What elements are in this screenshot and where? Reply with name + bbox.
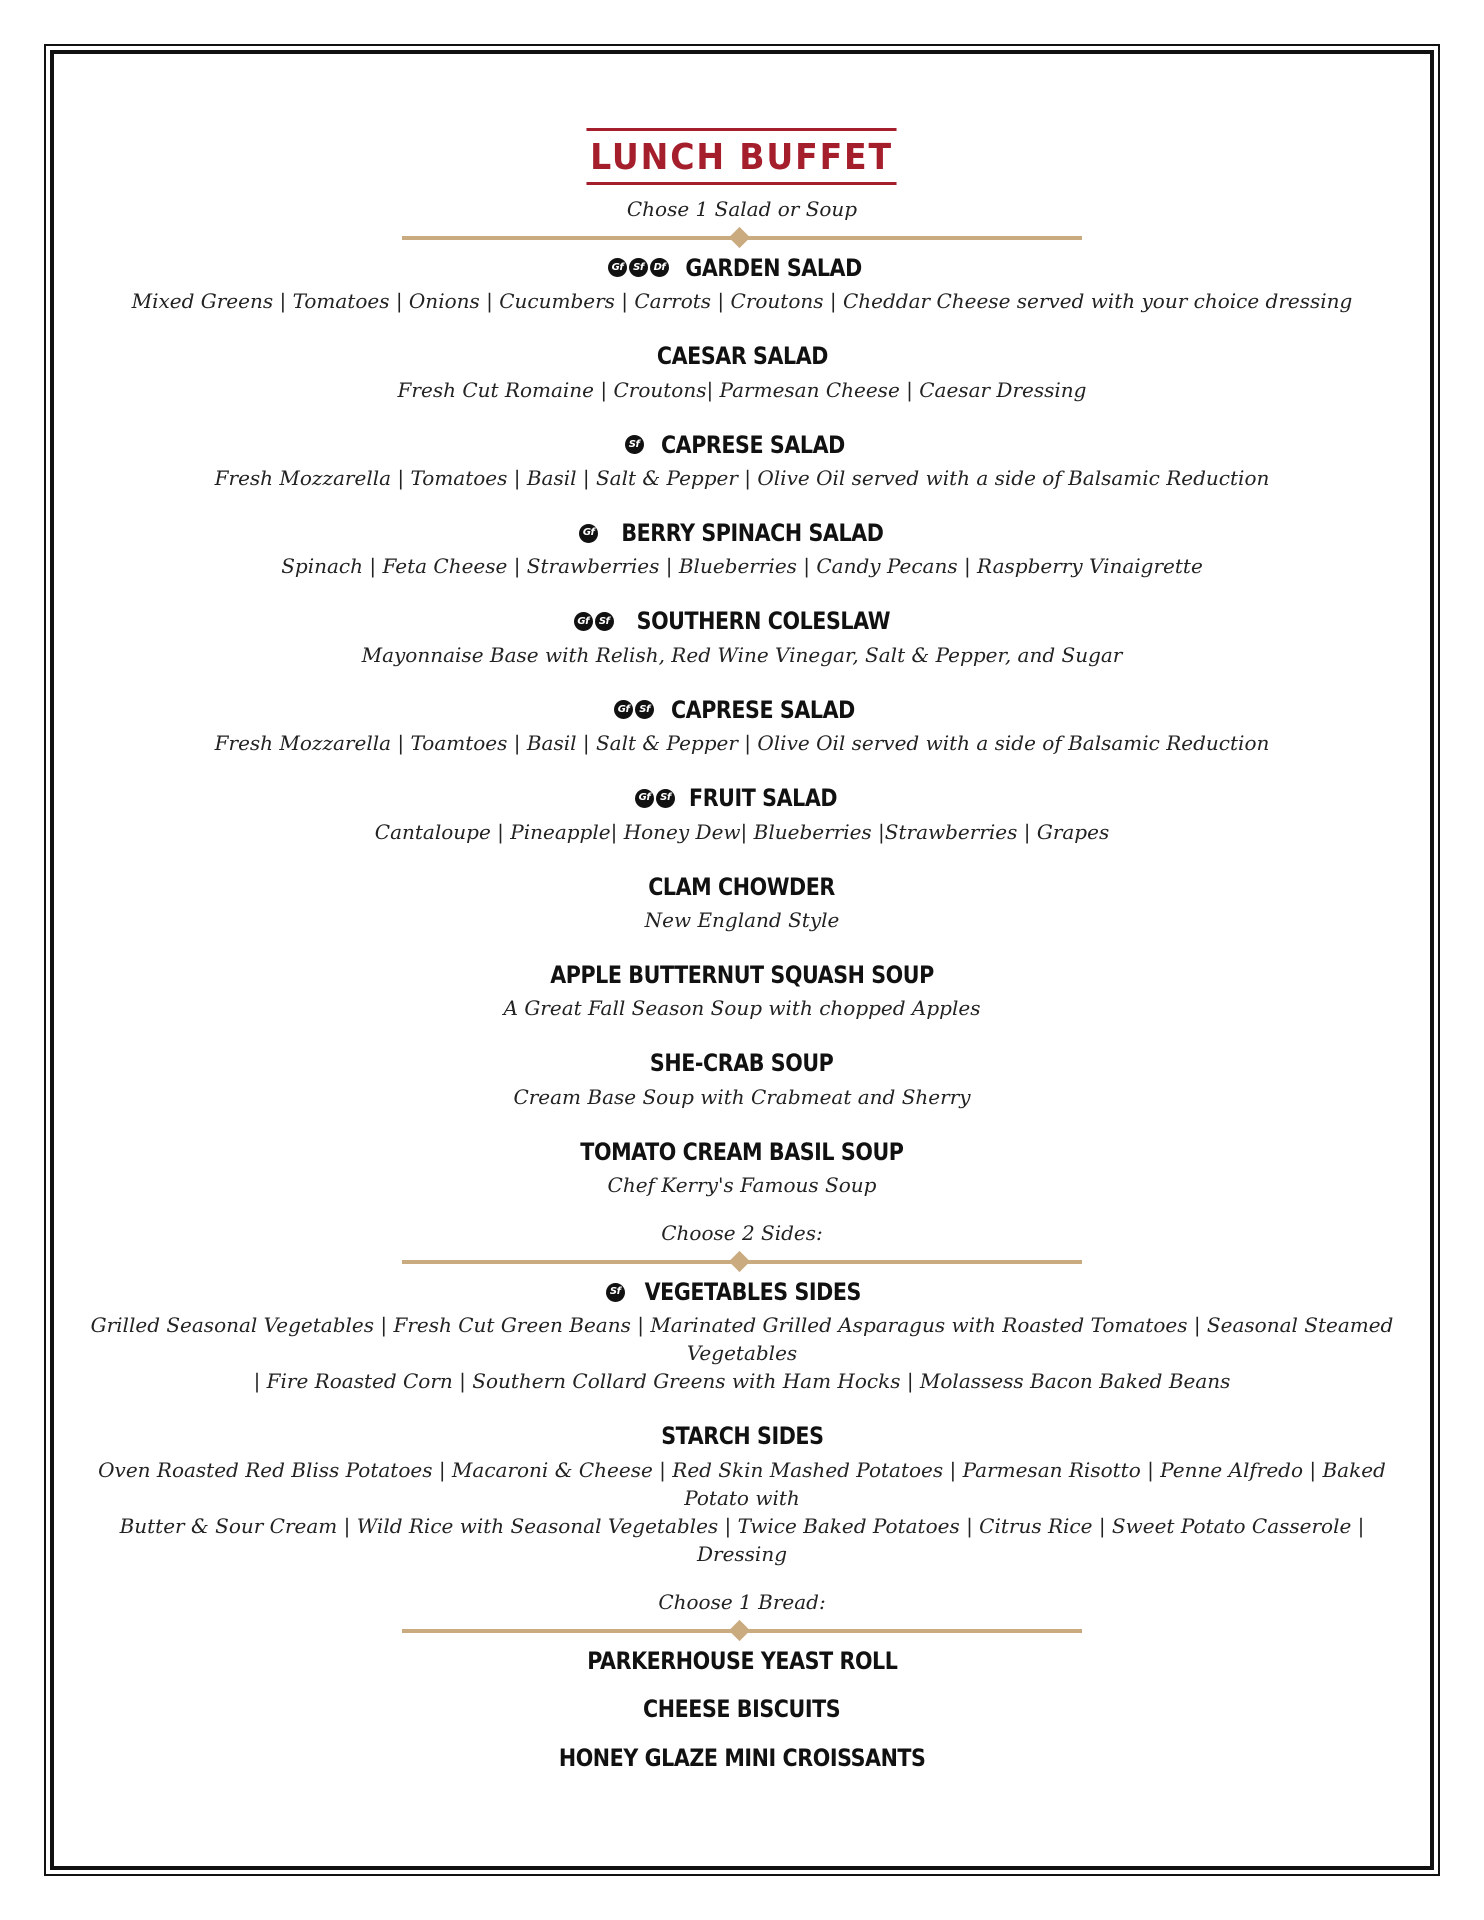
menu-item xyxy=(60,1648,1424,1674)
title-wrap xyxy=(60,128,1424,185)
diet-badges xyxy=(625,435,644,454)
menu-item-description: Mixed Greens | Tomatoes | Onions | Cucumbers | Carrots | Croutons | Cheddar Cheese served with your choice dressing xyxy=(131,289,1353,314)
menu-item-name: CAESAR SALAD xyxy=(656,342,828,371)
menu-item-name: GARDEN SALAD xyxy=(685,253,862,282)
menu-item xyxy=(60,343,1424,403)
menu-item-name: PARKERHOUSE YEAST ROLL xyxy=(586,1646,898,1675)
gluten-free-icon: Gf xyxy=(608,258,627,277)
menu-item-description: Fresh Mozzarella | Tomatoes | Basil | Salt & Pepper | Olive Oil served with a side of Balsamic Reduction xyxy=(214,465,1270,490)
menu-section xyxy=(60,1589,1424,1772)
menu-item-heading xyxy=(60,1423,1424,1449)
menu-item xyxy=(60,432,1424,492)
divider-diamond-icon xyxy=(729,1620,750,1641)
menu-section xyxy=(60,196,1424,1199)
menu-item-heading xyxy=(60,608,1424,634)
gluten-free-icon: Gf xyxy=(614,700,633,719)
menu-item xyxy=(60,1696,1424,1722)
menu-item-heading xyxy=(60,1648,1424,1674)
menu-item-heading xyxy=(60,1696,1424,1722)
menu-item-heading xyxy=(60,697,1424,723)
section-divider xyxy=(402,229,1082,247)
menu-item-heading xyxy=(60,1745,1424,1771)
gluten-free-icon: Gf xyxy=(574,612,593,631)
menu-item-name: STARCH SIDES xyxy=(660,1422,824,1451)
menu-item-description xyxy=(60,1311,1424,1395)
dairy-free-icon: Df xyxy=(650,258,669,277)
diet-badges xyxy=(635,789,675,808)
menu-item-description: Cantaloupe | Pineapple| Honey Dew| Blueberries |Strawberries | Grapes xyxy=(374,819,1110,844)
menu-item xyxy=(60,608,1424,668)
menu-item-heading xyxy=(60,1139,1424,1165)
menu-item-heading xyxy=(60,1279,1424,1305)
menu-sections xyxy=(60,196,1424,1772)
menu-item-name: TOMATO CREAM BASIL SOUP xyxy=(580,1137,904,1166)
menu-item-name: FRUIT SALAD xyxy=(688,784,838,813)
menu-item-heading xyxy=(60,1050,1424,1076)
section-instruction: Choose 2 Sides: xyxy=(661,1221,823,1246)
soy-free-icon: Sf xyxy=(656,789,675,808)
menu-item xyxy=(60,697,1424,757)
menu-item xyxy=(60,874,1424,934)
menu-item-heading xyxy=(60,343,1424,369)
menu-item-description: New England Style xyxy=(644,907,840,932)
soy-free-icon: Sf xyxy=(629,258,648,277)
description-line: Oven Roasted Red Bliss Potatoes | Macaroni & Cheese | Red Skin Mashed Potatoes | Parmesan Risotto | Penne Alfredo | Baked Potato with xyxy=(98,1457,1386,1510)
description-line: | Fire Roasted Corn | Southern Collard Greens with Ham Hocks | Molassess Bacon Baked Beans xyxy=(253,1369,1231,1394)
menu-item-name: BERRY SPINACH SALAD xyxy=(621,518,884,547)
soy-free-icon: Sf xyxy=(635,700,654,719)
gluten-free-icon: Gf xyxy=(579,524,598,543)
menu-item-description: Chef Kerry's Famous Soup xyxy=(607,1173,877,1198)
section-instruction: Choose 1 Bread: xyxy=(658,1589,826,1614)
section-instruction: Chose 1 Salad or Soup xyxy=(626,196,858,221)
menu-page xyxy=(60,60,1424,1771)
menu-item-heading xyxy=(60,874,1424,900)
menu-item-name: CLAM CHOWDER xyxy=(648,872,836,901)
menu-item-name: CAPRESE SALAD xyxy=(671,695,855,724)
diet-badges xyxy=(614,700,654,719)
menu-item-description: Cream Base Soup with Crabmeat and Sherry xyxy=(513,1084,971,1109)
gluten-free-icon: Gf xyxy=(635,789,654,808)
menu-item-name: VEGETABLES SIDES xyxy=(644,1278,861,1307)
menu-item-heading xyxy=(60,432,1424,458)
soy-free-icon: Sf xyxy=(625,435,644,454)
menu-section xyxy=(60,1223,1424,1568)
diet-badges xyxy=(574,612,614,631)
diet-badges xyxy=(606,1283,625,1302)
divider-diamond-icon xyxy=(729,1251,750,1272)
menu-item xyxy=(60,1745,1424,1771)
diet-badges xyxy=(579,524,598,543)
section-divider xyxy=(402,1253,1082,1271)
page-title: LUNCH BUFFET xyxy=(587,128,897,185)
menu-item xyxy=(60,962,1424,1022)
menu-item xyxy=(60,785,1424,845)
description-line: Grilled Seasonal Vegetables | Fresh Cut Green Beans | Marinated Grilled Asparagus with Roasted Tomatoes | Seasonal Steamed Vegetables xyxy=(90,1313,1394,1366)
menu-item xyxy=(60,255,1424,315)
section-divider xyxy=(402,1622,1082,1640)
menu-item-description: Fresh Cut Romaine | Croutons| Parmesan Cheese | Caesar Dressing xyxy=(397,377,1087,402)
menu-item-heading xyxy=(60,520,1424,546)
menu-item-description: A Great Fall Season Soup with chopped Apples xyxy=(503,996,981,1021)
menu-item-name: APPLE BUTTERNUT SQUASH SOUP xyxy=(550,960,934,989)
soy-free-icon: Sf xyxy=(595,612,614,631)
menu-item-description: Fresh Mozzarella | Toamtoes | Basil | Salt & Pepper | Olive Oil served with a side of Balsamic Reduction xyxy=(214,731,1270,756)
menu-item-name: CAPRESE SALAD xyxy=(660,430,845,459)
menu-item-description: Mayonnaise Base with Relish, Red Wine Vinegar, Salt & Pepper, and Sugar xyxy=(361,642,1123,667)
menu-item-description xyxy=(60,1456,1424,1568)
menu-item-name: CHEESE BISCUITS xyxy=(643,1695,841,1724)
menu-item xyxy=(60,1050,1424,1110)
menu-item xyxy=(60,520,1424,580)
menu-item-name: SOUTHERN COLESLAW xyxy=(636,607,890,636)
menu-item-heading xyxy=(60,255,1424,281)
menu-item xyxy=(60,1139,1424,1199)
diet-badges xyxy=(608,258,669,277)
description-line: Butter & Sour Cream | Wild Rice with Seasonal Vegetables | Twice Baked Potatoes | Citrus Rice | Sweet Potato Casserole | Dressing xyxy=(119,1513,1365,1566)
menu-item-name: SHE-CRAB SOUP xyxy=(650,1049,834,1078)
divider-diamond-icon xyxy=(729,227,750,248)
menu-item-heading xyxy=(60,785,1424,811)
menu-item xyxy=(60,1423,1424,1567)
soy-free-icon: Sf xyxy=(606,1283,625,1302)
menu-item xyxy=(60,1279,1424,1395)
menu-item-description: Spinach | Feta Cheese | Strawberries | Blueberries | Candy Pecans | Raspberry Vinaigrette xyxy=(281,554,1203,579)
menu-item-name: HONEY GLAZE MINI CROISSANTS xyxy=(558,1743,926,1772)
menu-item-heading xyxy=(60,962,1424,988)
